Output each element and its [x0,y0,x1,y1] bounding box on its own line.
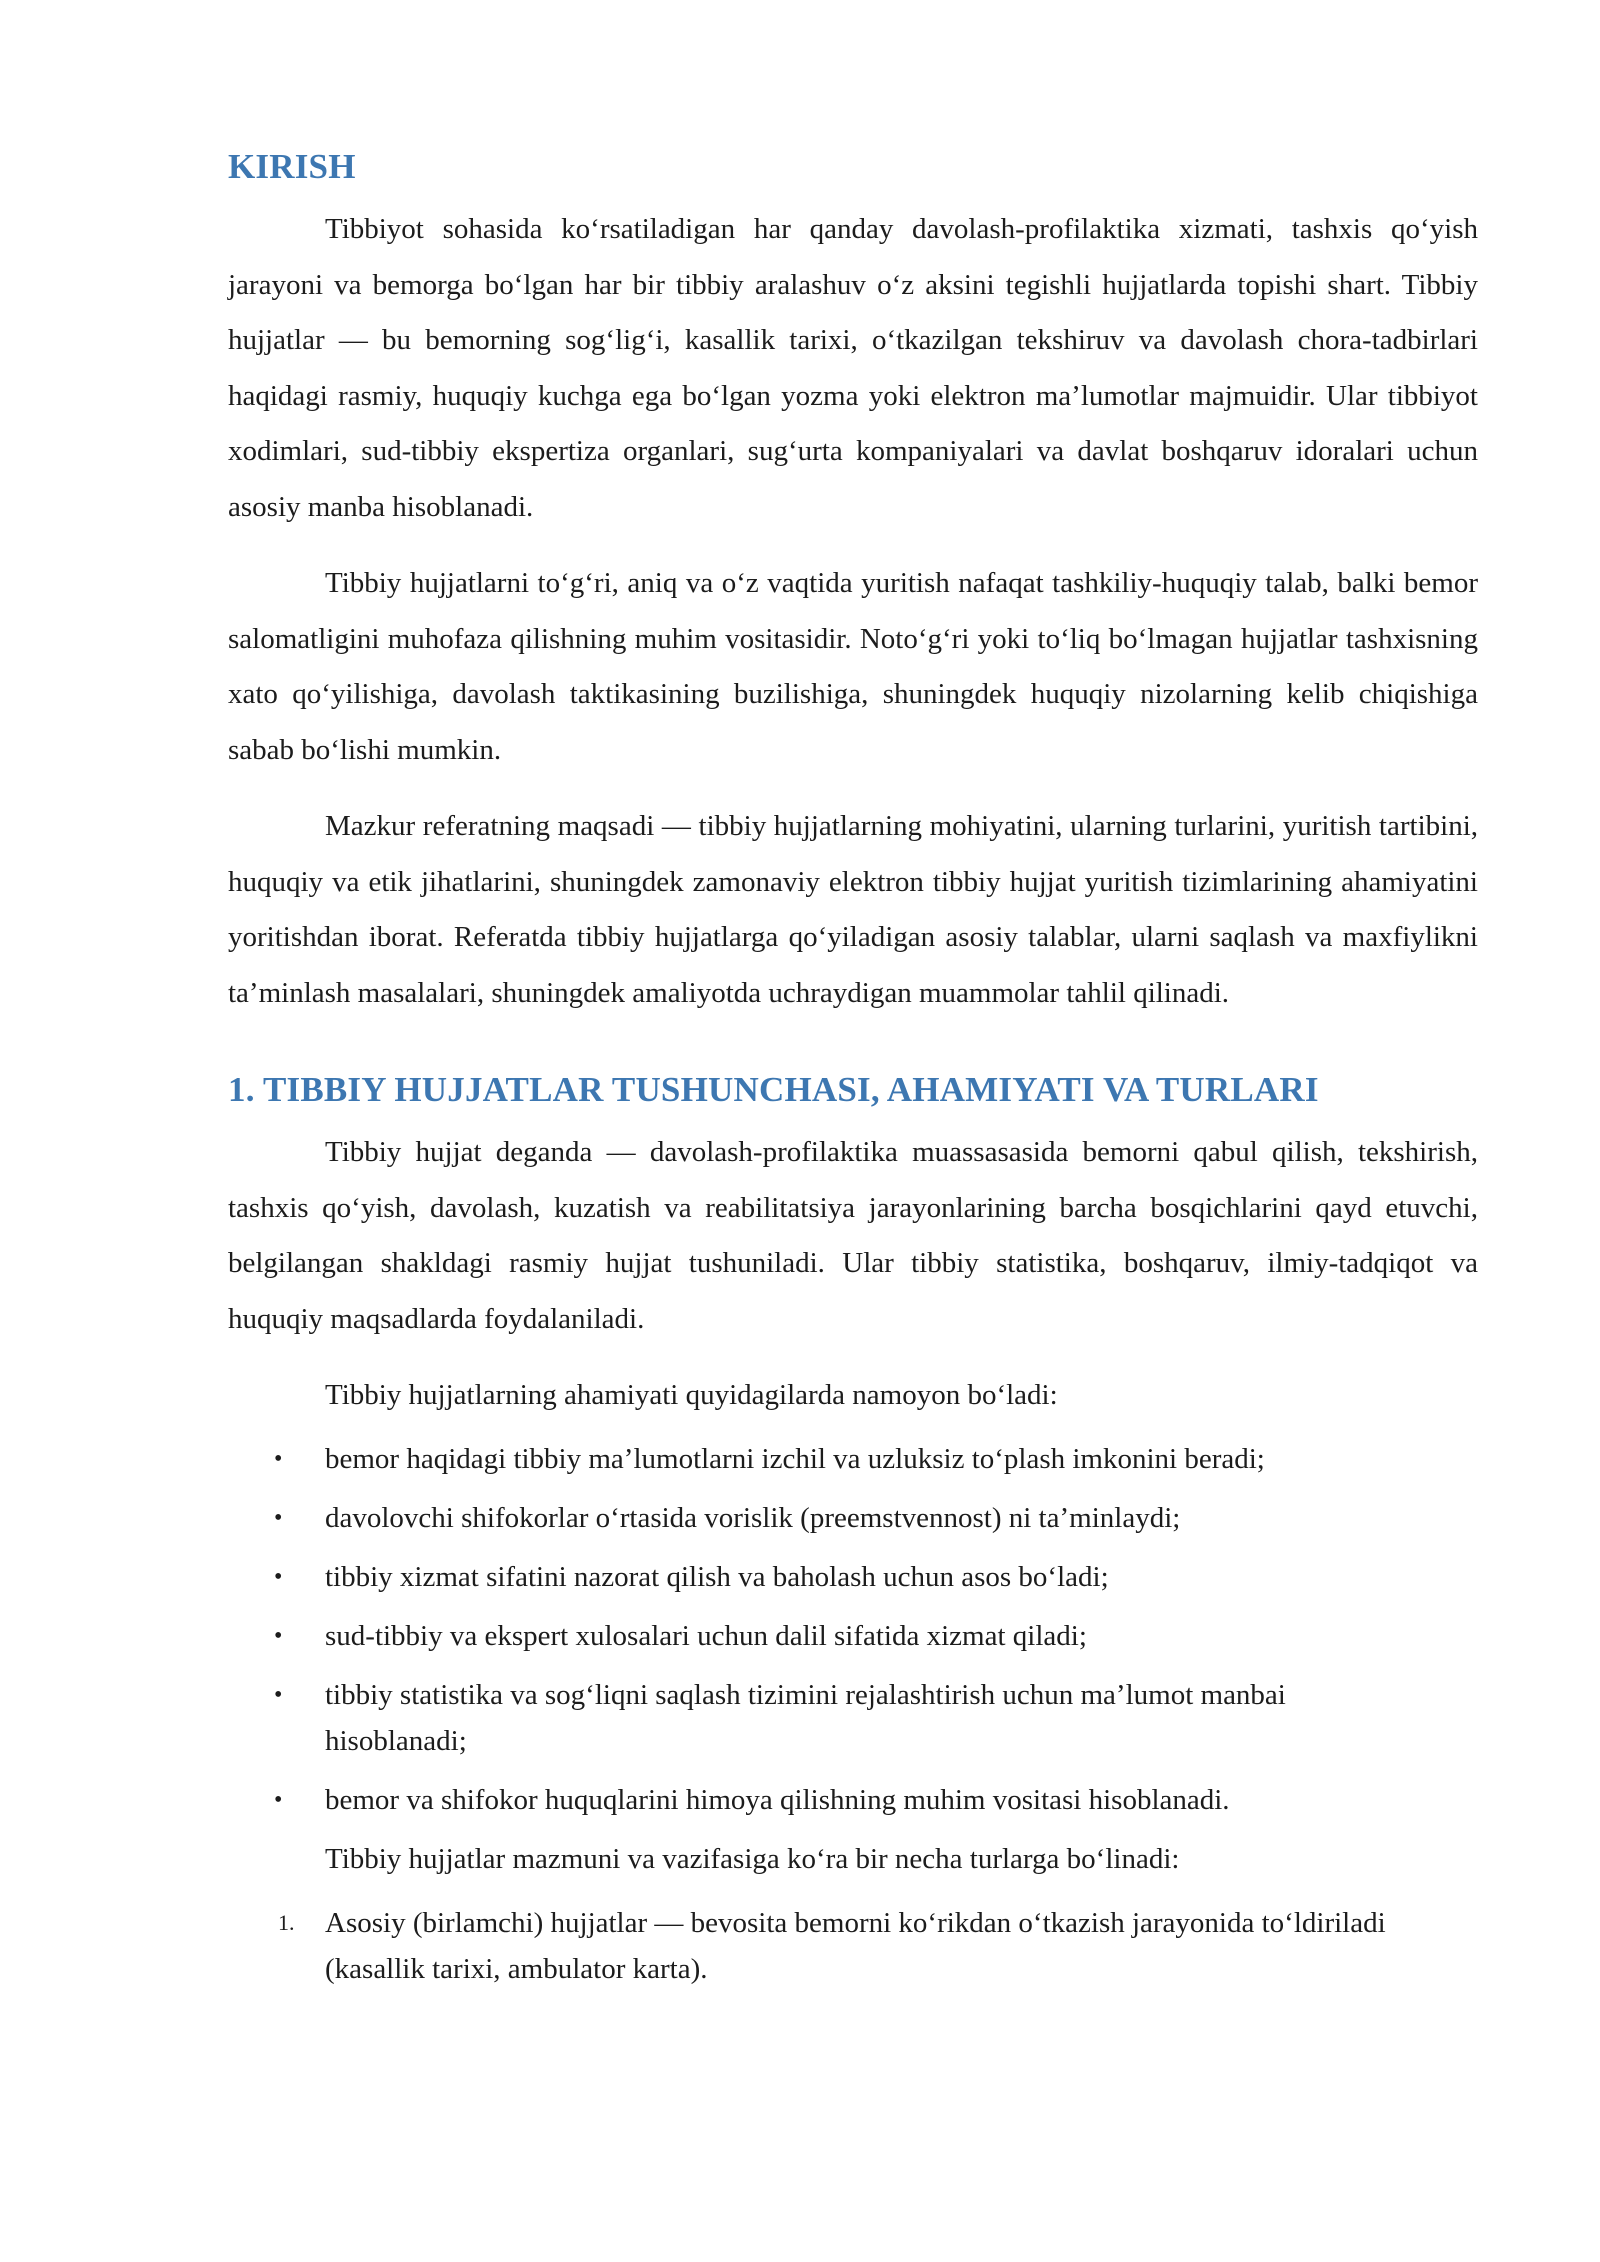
types-list [228,1900,1478,1992]
section-1-paragraph: Tibbiy hujjat deganda — davolash-profilaktika muassasasida bemorni qabul qilish, tekshirish, tashxis qo‘yish, davolash, kuzatish va reabilitatsiya jarayonlarining barcha bosqichlarini qayd etuvchi, belgilangan shakldagi rasmiy hujjat tushuniladi. Ular tibbiy statistika, boshqaruv, ilmiy-tadqiqot va huquqiy maqsadlarda foydalaniladi. [228,1136,1478,1335]
list-item-text: sud-tibbiy va ekspert xulosalari uchun dalil sifatida xizmat qiladi; [325,1619,1087,1652]
types-lead: Tibbiy hujjatlar mazmuni va vazifasiga ko‘ra bir necha turlarga bo‘linadi: [325,1842,1180,1875]
bullet-icon: • [274,1622,283,1649]
list-item [228,1436,1478,1482]
list-item [228,1672,1478,1764]
list-number: 1. [278,1909,295,1935]
bullet-icon: • [274,1563,283,1590]
intro-paragraph-1: Tibbiyot sohasida ko‘rsatiladigan har qanday davolash-profilaktika xizmati, tashxis qo‘yish jarayoni va bemorga bo‘lgan har bir tibbiy aralashuv o‘z aksini tegishli hujjatlarda topishi shart. Tibbiy hujjatlar — bu bemorning sog‘lig‘i, kasallik tarixi, o‘tkazilgan tekshiruv va davolash chora-tadbirlari haqidagi rasmiy, huquqiy kuchga ega bo‘lgan yozma yoki elektron ma’lumotlar majmuidir. Ular tibbiyot xodimlari, sud-tibbiy ekspertiza organlari, sug‘urta kompaniyalari va davlat boshqaruv idoralari uchun asosiy manba hisoblanadi. [228,213,1478,523]
list-item-text: tibbiy statistika va sog‘liqni saqlash tizimini rejalashtirish uchun ma’lumot manbai hisoblanadi; [325,1678,1286,1757]
list-item [228,1900,1478,1992]
bullet-icon: • [274,1445,283,1472]
importance-list [228,1436,1478,1823]
intro-paragraph-3: Mazkur referatning maqsadi — tibbiy hujjatlarning mohiyatini, ularning turlarini, yuritish tartibini, huquqiy va etik jihatlarini, shuningdek zamonaviy elektron tibbiy hujjat yuritish tizimlarining ahamiyatini yoritishdan iborat. Referatda tibbiy hujjatlarga qo‘yiladigan asosiy talablar, ularni saqlash va maxfiylikni ta’minlash masalalari, shuningdek amaliyotda uchraydigan muammolar tahlil qilinadi. [228,810,1478,1009]
list-item [228,1613,1478,1659]
list-item [228,1777,1478,1823]
section-1-heading: 1. TIBBIY HUJJATLAR TUSHUNCHASI, AHAMIYATI VA TURLARI [228,1070,1319,1109]
document-page [228,140,1478,2005]
list-item-text: bemor haqidagi tibbiy ma’lumotlarni izchil va uzluksiz to‘plash imkonini beradi; [325,1442,1265,1475]
list-item-text: Asosiy (birlamchi) hujjatlar — bevosita bemorni ko‘rikdan o‘tkazish jarayonida to‘ldiriladi (kasallik tarixi, ambulator karta). [325,1906,1386,1985]
list-item-text: tibbiy xizmat sifatini nazorat qilish va baholash uchun asos bo‘ladi; [325,1560,1109,1593]
list-item-text: bemor va shifokor huquqlarini himoya qilishning muhim vositasi hisoblanadi. [325,1783,1230,1816]
intro-heading: KIRISH [228,147,356,186]
list-item-text: davolovchi shifokorlar o‘rtasida vorislik (preemstvennost) ni ta’minlaydi; [325,1501,1181,1534]
list-item [228,1554,1478,1600]
bullet-icon: • [274,1786,283,1813]
bullet-icon: • [274,1504,283,1531]
intro-paragraph-2: Tibbiy hujjatlarni to‘g‘ri, aniq va o‘z vaqtida yuritish nafaqat tashkiliy-huquqiy talab, balki bemor salomatligini muhofaza qilishning muhim vositasidir. Noto‘g‘ri yoki to‘liq bo‘lmagan hujjatlar tashxisning xato qo‘yilishiga, davolash taktikasining buzilishiga, shuningdek huquqiy nizolarning kelib chiqishiga sabab bo‘lishi mumkin. [228,567,1478,766]
list-item [228,1495,1478,1541]
bullet-icon: • [274,1681,283,1708]
importance-lead: Tibbiy hujjatlarning ahamiyati quyidagilarda namoyon bo‘ladi: [325,1379,1058,1411]
